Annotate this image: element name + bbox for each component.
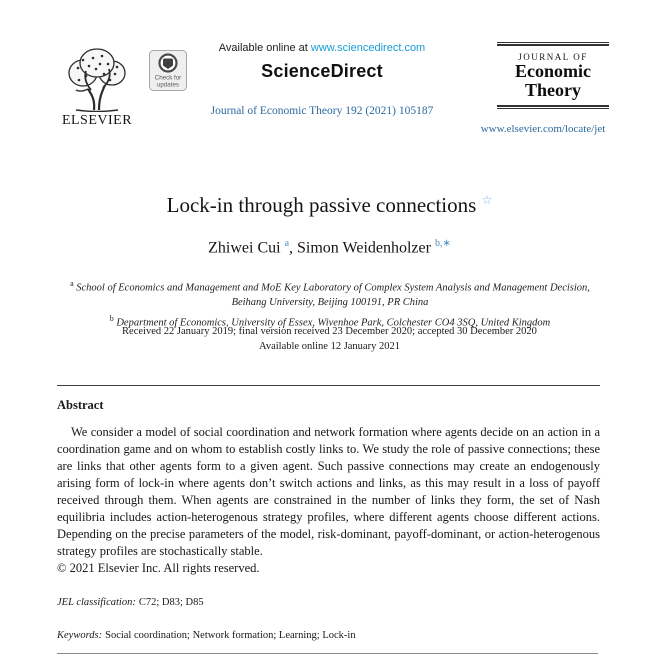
- abstract-heading: Abstract: [57, 398, 104, 412]
- author-name: Zhiwei Cui: [208, 239, 281, 257]
- journal-homepage-link[interactable]: www.elsevier.com/locate/jet: [480, 123, 606, 135]
- keywords-label: Keywords:: [57, 630, 103, 641]
- check-badge-line1: Check for: [154, 74, 182, 82]
- sciencedirect-link[interactable]: www.sciencedirect.com: [310, 42, 426, 54]
- affiliation-a: [60, 277, 600, 311]
- affiliations: [60, 277, 600, 332]
- title-footnote-star-icon[interactable]: ☆: [481, 193, 493, 207]
- masthead-bottom-rule: [497, 105, 609, 109]
- keywords-line: [57, 630, 600, 641]
- abstract-section: [57, 385, 600, 577]
- revision-history: Received 22 January 2019; final version received 23 December 2020; accepted 30 December 2020: [122, 326, 537, 337]
- jel-codes: C72; D83; D85: [138, 597, 204, 608]
- elsevier-wordmark: ELSEVIER: [61, 113, 133, 128]
- page-title: [0, 193, 659, 218]
- available-online-text: Available online at: [218, 42, 311, 54]
- masthead-top-rule: [497, 42, 609, 46]
- header-center: [167, 42, 477, 117]
- sciencedirect-logo: ScienceDirect: [261, 61, 383, 81]
- footer-rule: [57, 653, 598, 654]
- affiliation-text: School of Economics and Management and MoE Key Laboratory of Complex System Analysis and Management Decision, Beihang University, Beijing 100191, PR China: [76, 282, 590, 308]
- jel-label: JEL classification:: [57, 597, 136, 608]
- masthead-theory: Theory: [525, 80, 581, 100]
- author-affiliation-ref[interactable]: b,∗: [434, 238, 451, 249]
- affiliation-text: Department of Economics, University of Essex, Wivenhoe Park, Colchester CO4 3SQ, United Kingdom: [116, 317, 551, 328]
- journal-citation-link[interactable]: Journal of Economic Theory 192 (2021) 105187: [210, 105, 434, 117]
- abstract-body: We consider a model of social coordination and network formation where agents decide on an action in a coordination game and on whom to establish costly links to. We study the role of passive connections; these are links that other agents form to a given agent. Such passive connections may create an endogenously arising form of lock-in where agents don’t switch actions and links, as this may result in a loss of payoff received through them. When agents are constrained in the number of links they form, the set of Nash equilibria includes action-heterogenous strategy profiles, where different agents choose different actions. Depending on the precise parameters of the model, risk-dominant, payoff-dominant, or action-heterogenous strategy profiles are stochastically stable.: [57, 425, 600, 558]
- masthead-journal-of: JOURNAL OF: [518, 52, 588, 62]
- keywords-text: Social coordination; Network formation; Learning; Lock-in: [105, 630, 356, 641]
- affiliation-marker: b: [109, 313, 114, 323]
- jel-classification-line: [57, 597, 600, 608]
- author-separator: ,: [289, 239, 298, 257]
- copyright-line: © 2021 Elsevier Inc. All rights reserved.: [57, 561, 260, 575]
- affiliation-marker: a: [70, 279, 74, 288]
- available-online-line: [167, 42, 477, 54]
- elsevier-tree-icon: [55, 44, 139, 112]
- elsevier-logo: [55, 44, 139, 129]
- masthead-economic: Economic: [515, 61, 591, 81]
- available-online-date: Available online 12 January 2021: [259, 341, 400, 352]
- journal-masthead: [497, 42, 609, 109]
- author-name: Simon Weidenholzer: [297, 239, 431, 257]
- author-line: [0, 238, 659, 257]
- author-affiliation-ref[interactable]: a: [284, 238, 290, 249]
- check-badge-line2: updates: [156, 81, 180, 89]
- title-text: Lock-in through passive connections: [166, 193, 477, 217]
